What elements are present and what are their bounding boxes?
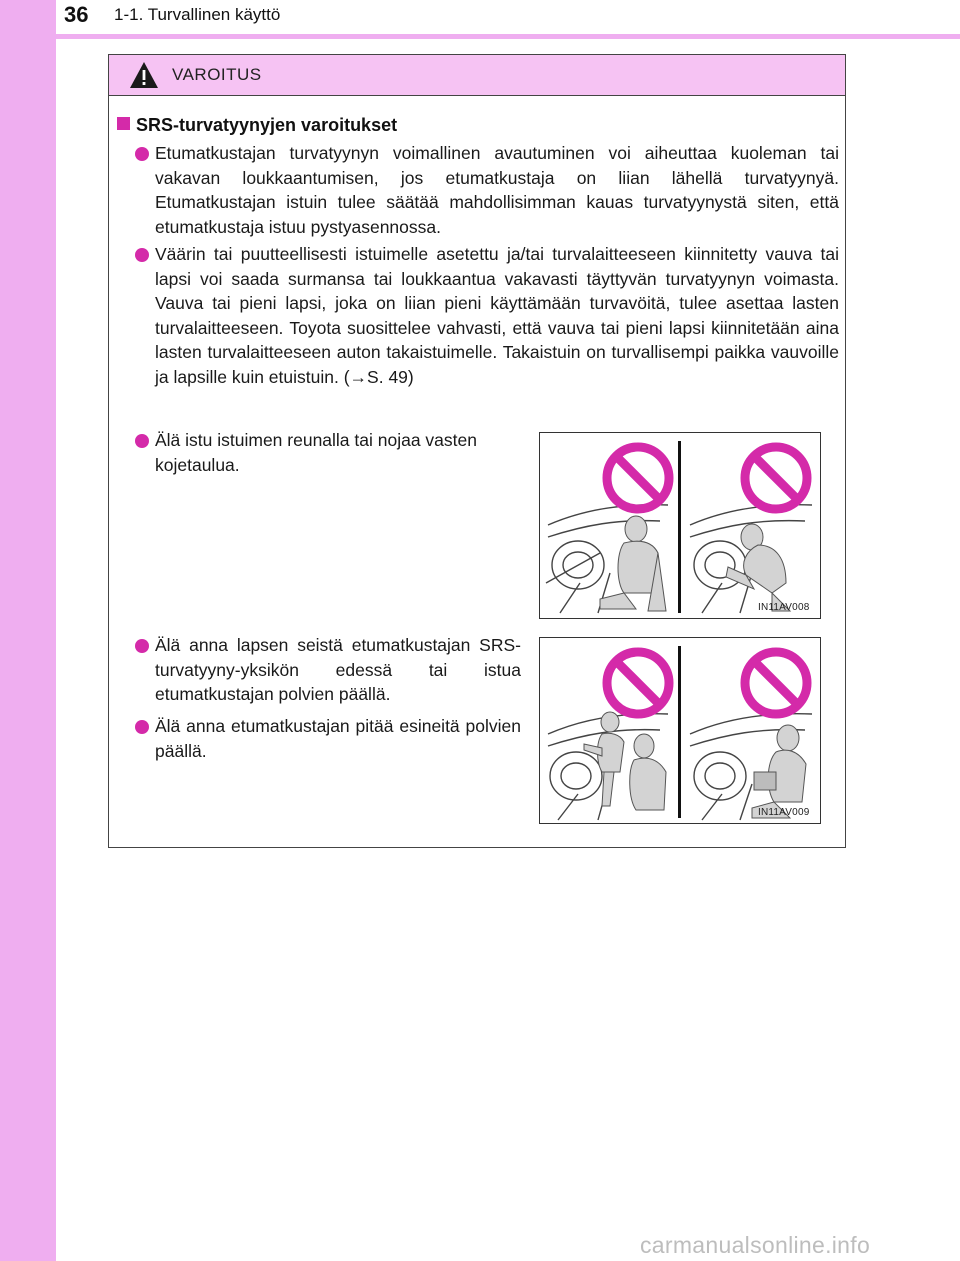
illustration-code: IN11AV008 — [758, 602, 810, 613]
bullet-icon — [135, 639, 149, 653]
page-side-bar — [0, 0, 56, 1261]
section-title: 1-1. Turvallinen käyttö — [114, 5, 281, 24]
illustration-code: IN11AV009 — [758, 807, 810, 818]
warning-item-2: Väärin tai puutteellisesti istuimelle asetettu ja/tai turvalaitteeseen kiinnitetty vauva tai lapsi voi saada surmansa tai loukkaantua vakavasti täyttyvän turvatyynyn voimasta. Vauva tai pieni lapsi, joka on liian pieni käyttämään turvavöitä, tulee asettaa lasten turvalaitteeseen. Toyota suosittelee vahvasti, että vauva tai pieni lapsi kiinnitetään aina lasten turvalaitteeseen auton takaistuimelle. Takaistuin on turvallisempi paikka vauvoille ja lapsille kuin etuistuin. (→S. 49) — [155, 244, 839, 387]
page-number: 36 — [64, 2, 89, 27]
warning-item-1: Etumatkustajan turvatyynyn voimallinen avautuminen voi aiheuttaa kuoleman tai vakavan loukkaantumisen, jos etumatkustaja on liian lähellä turvatyynyä. Etumatkustajan istuin tulee säätää mahdollisimman kauas turvatyynystä siten, että etumatkustaja istuu pystyasennossa. — [155, 143, 839, 237]
warning-subheading-text: SRS-turvatyynyjen varoitukset — [136, 115, 398, 135]
illustration-seat-edge — [539, 432, 821, 619]
warning-item-5: Älä anna etumatkustajan pitää esineitä polvien päällä. — [155, 716, 521, 761]
warning-box — [108, 54, 846, 848]
illustration-child-position — [539, 637, 821, 824]
header-rule — [0, 34, 960, 39]
watermark: carmanualsonline.info — [640, 1232, 871, 1258]
bullet-icon — [135, 147, 149, 161]
square-bullet-icon — [117, 117, 130, 130]
warning-title: VAROITUS — [172, 65, 262, 84]
warning-header — [109, 55, 845, 96]
warning-item-3: Älä istu istuimen reunalla tai nojaa vasten kojetaulua. — [155, 430, 477, 475]
bullet-icon — [135, 720, 149, 734]
warning-triangle-icon — [129, 61, 159, 89]
bullet-icon — [135, 248, 149, 262]
no-child-standing-illustration — [540, 638, 820, 823]
warning-item-4: Älä anna lapsen seistä etumatkustajan SRS-turvatyyny-yksikön edessä tai istua etumatkustajan polvien päällä. — [155, 635, 521, 704]
warning-subheading — [117, 115, 397, 136]
bullet-icon — [135, 434, 149, 448]
no-leaning-illustration — [540, 433, 820, 618]
